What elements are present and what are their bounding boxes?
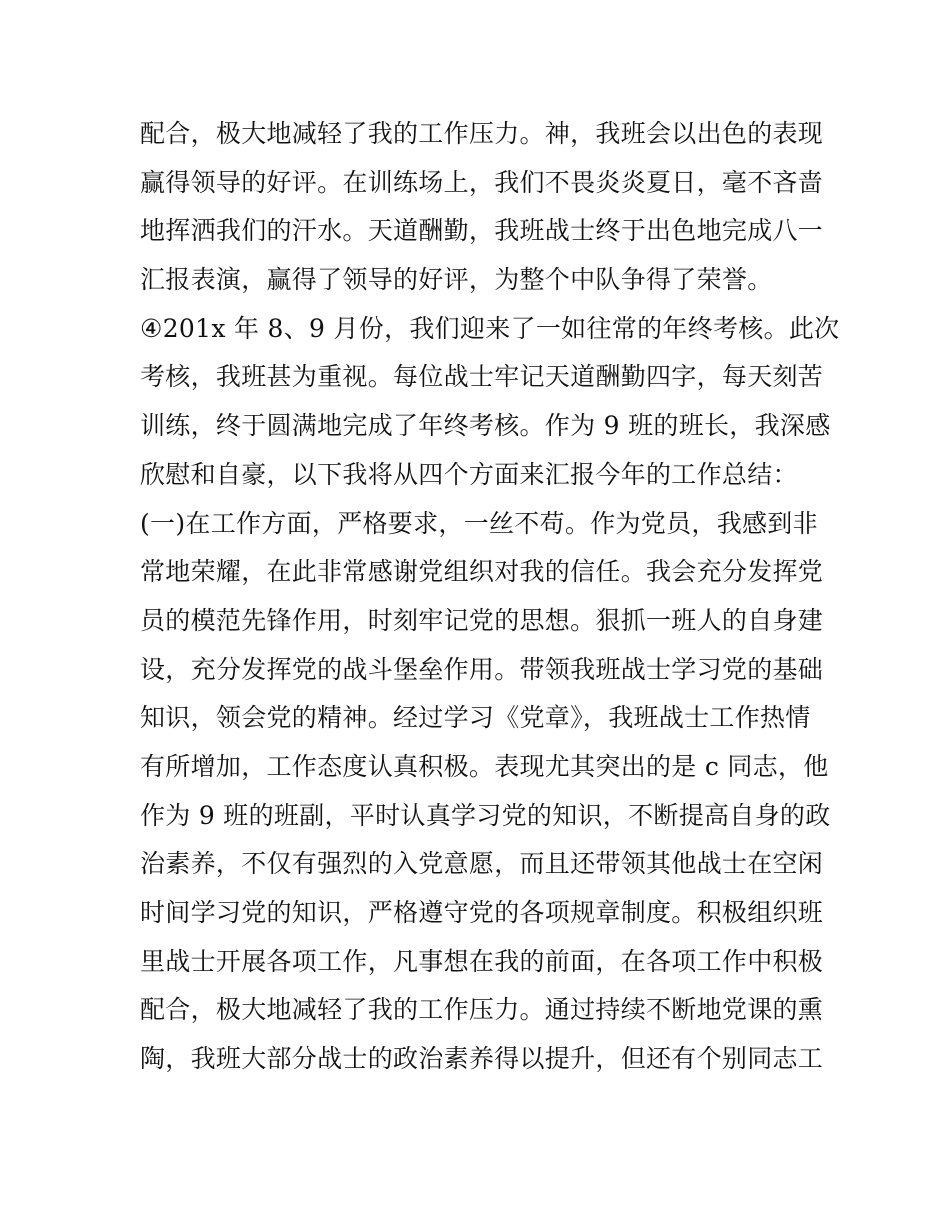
body-text [140, 110, 840, 1084]
text-line: 地挥洒我们的汗水。天道酬勤，我班战士终于出色地完成八一 [140, 216, 824, 246]
text-line: 知识，领会党的精神。经过学习《党章》，我班战士工作热情 [140, 703, 811, 733]
text-line: 时间学习党的知识，严格遵守党的各项规章制度。积极组织班 [140, 898, 824, 927]
text-line: 设，充分发挥党的战斗堡垒作用。带领我班战士学习党的基础 [140, 654, 824, 684]
text-line: 配合，极大地减轻了我的工作压力。通过持续不断地党课的熏 [140, 995, 824, 1025]
text-line: 作为 9 班的班副，平时认真学习党的知识，不断提高自身的政 [140, 800, 831, 830]
text-line: 欣慰和自豪，以下我将从四个方面来汇报今年的工作总结： [140, 459, 798, 489]
text-line: 有所增加，工作态度认真积极。表现尤其突出的是 c 同志，他 [140, 751, 829, 781]
text-line: 员的模范先锋作用，时刻牢记党的思想。狠抓一班人的自身建 [140, 605, 824, 635]
text-line: 常地荣耀，在此非常感谢党组织对我的信任。我会充分发挥党 [140, 557, 824, 587]
text-line: 配合，极大地减轻了我的工作压力。神，我班会以出色的表现 [140, 119, 824, 148]
text-line: 里战士开展各项工作，凡事想在我的前面，在各项工作中积极 [140, 946, 824, 976]
text-line: 训练，终于圆满地完成了年终考核。作为 9 班的班长，我深感 [140, 411, 831, 441]
text-line: 赢得领导的好评。在训练场上，我们不畏炎炎夏日，毫不吝啬 [140, 167, 824, 197]
text-line: 汇报表演，赢得了领导的好评，为整个中队争得了荣誉。 [140, 265, 773, 295]
text-line: 治素养，不仅有强烈的入党意愿，而且还带领其他战士在空闲 [140, 849, 824, 879]
text-line: 考核，我班甚为重视。每位战士牢记天道酬勤四字，每天刻苦 [140, 362, 824, 392]
text-line: (一)在工作方面，严格要求，一丝不苟。作为党员，我感到非 [140, 508, 818, 538]
text-line: ④201x 年 8、9 月份，我们迎来了一如往常的年终考核。此次 [140, 313, 840, 343]
text-line: 陶，我班大部分战士的政治素养得以提升，但还有个别同志工 [140, 1044, 824, 1074]
